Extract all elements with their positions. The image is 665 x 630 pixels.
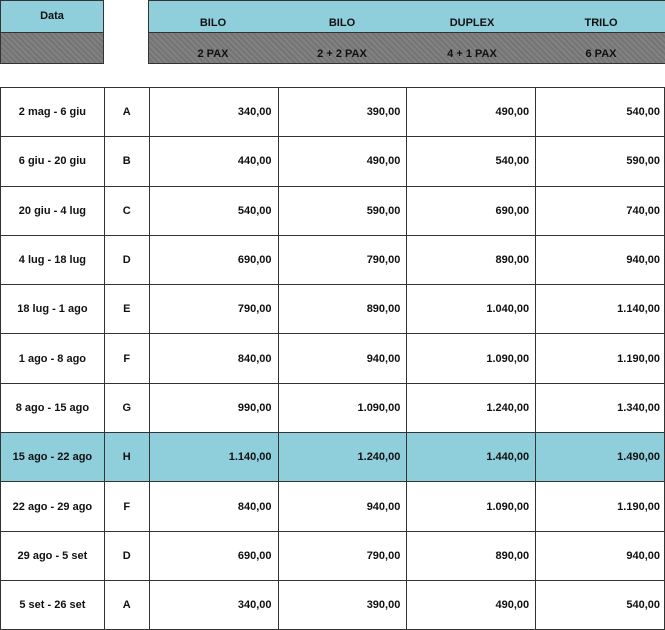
period-cell: 29 ago - 5 set — [1, 531, 105, 580]
price-cell: 1.190,00 — [536, 334, 665, 383]
table-row — [1, 285, 665, 334]
price-cell: 1.440,00 — [407, 433, 536, 482]
price-cell: 690,00 — [149, 235, 278, 284]
price-cell: 940,00 — [536, 235, 665, 284]
price-cell: 1.090,00 — [407, 482, 536, 531]
price-cell: 940,00 — [278, 334, 407, 383]
season-code-cell: D — [104, 531, 149, 580]
price-cell: 890,00 — [407, 235, 536, 284]
price-cell: 490,00 — [407, 88, 536, 137]
table-row — [1, 383, 665, 432]
period-cell: 15 ago - 22 ago — [1, 433, 105, 482]
period-cell: 22 ago - 29 ago — [1, 482, 105, 531]
period-cell: 18 lug - 1 ago — [1, 285, 105, 334]
price-cell: 1.190,00 — [536, 482, 665, 531]
price-cell: 540,00 — [149, 186, 278, 235]
price-cell: 890,00 — [407, 531, 536, 580]
capacity-label: 2 PAX — [197, 48, 229, 60]
price-cell: 540,00 — [407, 137, 536, 186]
price-table-body — [1, 88, 665, 630]
table-row — [1, 137, 665, 186]
price-cell: 1.490,00 — [536, 433, 665, 482]
room-type-label: DUPLEX — [449, 17, 495, 29]
period-cell: 8 ago - 15 ago — [1, 383, 105, 432]
room-type-label: BILO — [199, 17, 227, 29]
season-code-cell: A — [104, 580, 149, 629]
price-cell: 390,00 — [278, 88, 407, 137]
price-cell: 840,00 — [149, 334, 278, 383]
price-cell: 990,00 — [149, 383, 278, 432]
room-type-label: BILO — [328, 17, 356, 29]
price-cell: 390,00 — [278, 580, 407, 629]
price-cell: 1.140,00 — [536, 285, 665, 334]
season-code-cell: B — [104, 137, 149, 186]
table-row — [1, 531, 665, 580]
season-code-cell: G — [104, 383, 149, 432]
price-cell: 340,00 — [149, 88, 278, 137]
table-row — [1, 88, 665, 137]
price-cell: 790,00 — [149, 285, 278, 334]
price-cell: 690,00 — [149, 531, 278, 580]
price-cell: 890,00 — [278, 285, 407, 334]
period-cell: 2 mag - 6 giu — [1, 88, 105, 137]
season-code-cell: D — [104, 235, 149, 284]
season-code-cell: H — [104, 433, 149, 482]
price-cell: 840,00 — [149, 482, 278, 531]
capacity-label: 6 PAX — [585, 48, 617, 60]
capacity-label: 2 + 2 PAX — [317, 48, 367, 60]
price-cell: 490,00 — [407, 580, 536, 629]
period-cell: 1 ago - 8 ago — [1, 334, 105, 383]
date-header-cell — [0, 0, 104, 33]
price-cell: 1.090,00 — [407, 334, 536, 383]
price-cell: 540,00 — [536, 580, 665, 629]
price-cell: 490,00 — [278, 137, 407, 186]
season-code-cell: F — [104, 334, 149, 383]
date-header-subcell — [0, 32, 104, 64]
capacity-label: 4 + 1 PAX — [447, 48, 497, 60]
price-cell: 590,00 — [536, 137, 665, 186]
season-code-cell: F — [104, 482, 149, 531]
season-code-cell: A — [104, 88, 149, 137]
price-cell: 940,00 — [536, 531, 665, 580]
price-cell: 1.340,00 — [536, 383, 665, 432]
price-table — [0, 87, 665, 630]
table-row — [1, 235, 665, 284]
table-row — [1, 580, 665, 629]
table-row — [1, 334, 665, 383]
room-type-label: TRILO — [584, 17, 618, 29]
price-cell: 1.090,00 — [278, 383, 407, 432]
period-cell: 20 giu - 4 lug — [1, 186, 105, 235]
price-cell: 790,00 — [278, 531, 407, 580]
table-row — [1, 433, 665, 482]
period-cell: 4 lug - 18 lug — [1, 235, 105, 284]
price-cell: 590,00 — [278, 186, 407, 235]
price-cell: 1.040,00 — [407, 285, 536, 334]
period-cell: 6 giu - 20 giu — [1, 137, 105, 186]
price-cell: 740,00 — [536, 186, 665, 235]
price-cell: 540,00 — [536, 88, 665, 137]
season-code-cell: E — [104, 285, 149, 334]
date-header-label: Data — [40, 10, 64, 22]
price-cell: 940,00 — [278, 482, 407, 531]
price-cell: 690,00 — [407, 186, 536, 235]
price-cell: 790,00 — [278, 235, 407, 284]
table-row — [1, 186, 665, 235]
period-cell: 5 set - 26 set — [1, 580, 105, 629]
season-code-cell: C — [104, 186, 149, 235]
price-cell: 1.240,00 — [278, 433, 407, 482]
table-row — [1, 482, 665, 531]
price-cell: 340,00 — [149, 580, 278, 629]
price-cell: 440,00 — [149, 137, 278, 186]
price-cell: 1.240,00 — [407, 383, 536, 432]
price-cell: 1.140,00 — [149, 433, 278, 482]
